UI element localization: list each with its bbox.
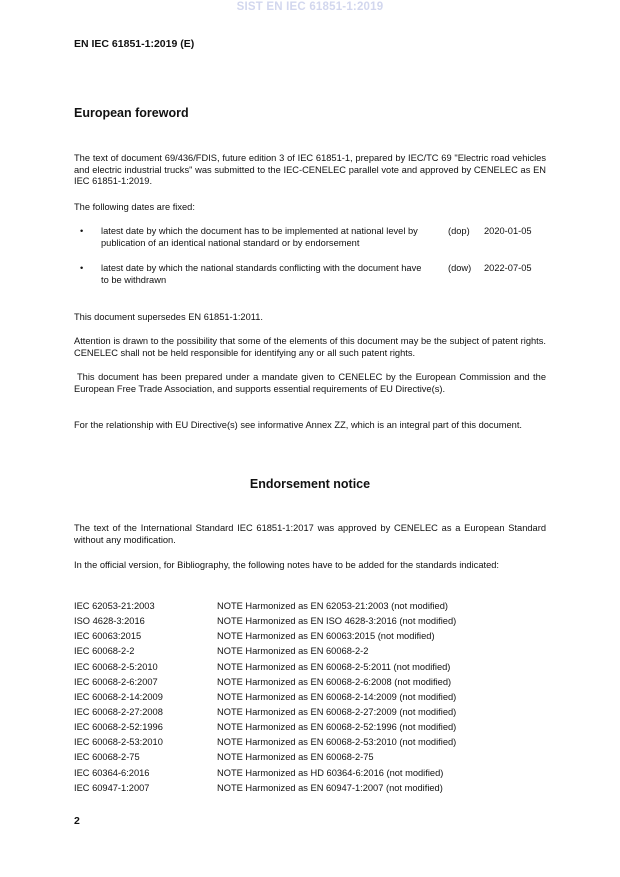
standard-ref: IEC 60068-2-53:2010 xyxy=(74,737,163,748)
dates-intro: The following dates are fixed: xyxy=(74,202,195,212)
mandate-text: This document has been prepared under a mandate given to CENELEC by the European Commission and the European Free Trade Association, and supports essential requirements of EU Directive(s). xyxy=(74,372,546,394)
harmonized-note: NOTE Harmonized as EN 60068-2-52:1996 (not modified) xyxy=(217,722,457,733)
list-item xyxy=(74,690,546,705)
standard-ref: IEC 60068-2-2 xyxy=(74,646,135,657)
list-item xyxy=(74,750,546,765)
harmonized-note: NOTE Harmonized as EN 60068-2-75 xyxy=(217,752,374,763)
harmonized-note: NOTE Harmonized as EN 60068-2-27:2009 (not modified) xyxy=(217,706,457,717)
date-item-text: latest date by which the national standards conflicting with the document have to be withdrawn xyxy=(101,263,422,285)
document-id: EN IEC 61851-1:2019 (E) xyxy=(74,38,195,50)
list-item xyxy=(74,720,546,735)
harmonized-note: NOTE Harmonized as EN 62053-21:2003 (not modified) xyxy=(217,601,448,611)
date-item-code: (dop) xyxy=(448,226,470,236)
standard-ref: ISO 4628-3:2016 xyxy=(74,616,145,627)
supersedes-text: This document supersedes EN 61851-1:2011. xyxy=(74,312,263,322)
harmonized-note: NOTE Harmonized as EN 60947-1:2007 (not modified) xyxy=(217,782,443,793)
list-item xyxy=(74,781,546,796)
list-item xyxy=(74,614,546,629)
standard-ref: IEC 62053-21:2003 xyxy=(74,601,155,611)
harmonized-note: NOTE Harmonized as EN 60068-2-2 xyxy=(217,646,369,657)
date-item-date: 2022-07-05 xyxy=(484,263,532,273)
list-item xyxy=(74,705,546,720)
harmonized-notes-list xyxy=(74,599,546,796)
date-item-dow xyxy=(74,263,546,287)
harmonized-note: NOTE Harmonized as EN 60068-2-14:2009 (not modified) xyxy=(217,691,457,702)
list-item xyxy=(74,735,546,750)
list-item xyxy=(74,599,546,614)
list-item xyxy=(74,644,546,659)
harmonized-note: NOTE Harmonized as EN 60063:2015 (not modified) xyxy=(217,631,435,642)
date-item-code: (dow) xyxy=(448,263,472,273)
date-item-date: 2020-01-05 xyxy=(484,226,532,236)
foreword-intro: The text of document 69/436/FDIS, future edition 3 of IEC 61851-1, prepared by IEC/TC 69 "Electric road vehicles and electric industrial trucks" was submitted to the IEC-CENELEC parallel vote and approved by CENELEC as EN IEC 61851-1:2019. xyxy=(74,153,546,186)
standard-ref: IEC 60364-6:2016 xyxy=(74,767,150,778)
standard-ref: IEC 60068-2-75 xyxy=(74,752,140,763)
relationship-text: For the relationship with EU Directive(s) see informative Annex ZZ, which is an integral part of this document. xyxy=(74,420,522,430)
page-number: 2 xyxy=(74,815,80,827)
official-version-text: In the official version, for Bibliography, the following notes have to be added for the standards indicated: xyxy=(74,560,499,570)
attention-text: Attention is drawn to the possibility that some of the elements of this document may be the subject of patent rights. CENELEC shall not be held responsible for identifying any or all such patent rights. xyxy=(74,336,546,358)
bullet-icon: • xyxy=(80,226,84,236)
date-item-text: latest date by which the document has to be implemented at national level by publication of an identical national standard or by endorsement xyxy=(101,226,418,248)
harmonized-note: NOTE Harmonized as EN ISO 4628-3:2016 (not modified) xyxy=(217,616,457,627)
list-item xyxy=(74,629,546,644)
bullet-icon: • xyxy=(80,263,84,273)
standard-ref: IEC 60068-2-27:2008 xyxy=(74,706,163,717)
endorsement-intro: The text of the International Standard IEC 61851-1:2017 was approved by CENELEC as a European Standard without any modification. xyxy=(74,523,546,545)
foreword-title: European foreword xyxy=(74,106,189,120)
list-item xyxy=(74,660,546,675)
harmonized-note: NOTE Harmonized as EN 60068-2-5:2011 (not modified) xyxy=(217,661,451,672)
standard-ref: IEC 60068-2-6:2007 xyxy=(74,676,158,687)
list-item xyxy=(74,675,546,690)
harmonized-note: NOTE Harmonized as HD 60364-6:2016 (not modified) xyxy=(217,767,444,778)
standard-ref: IEC 60947-1:2007 xyxy=(74,782,150,793)
date-item-dop xyxy=(74,226,546,250)
list-item xyxy=(74,766,546,781)
standard-ref: IEC 60068-2-14:2009 xyxy=(74,691,163,702)
watermark: SIST EN IEC 61851-1:2019 xyxy=(236,1,384,13)
harmonized-note: NOTE Harmonized as EN 60068-2-53:2010 (not modified) xyxy=(217,737,457,748)
harmonized-note: NOTE Harmonized as EN 60068-2-6:2008 (not modified) xyxy=(217,676,452,687)
endorsement-title: Endorsement notice xyxy=(249,477,371,491)
standard-ref: IEC 60068-2-5:2010 xyxy=(74,661,158,672)
standard-ref: IEC 60068-2-52:1996 xyxy=(74,722,163,733)
standard-ref: IEC 60063:2015 xyxy=(74,631,142,642)
